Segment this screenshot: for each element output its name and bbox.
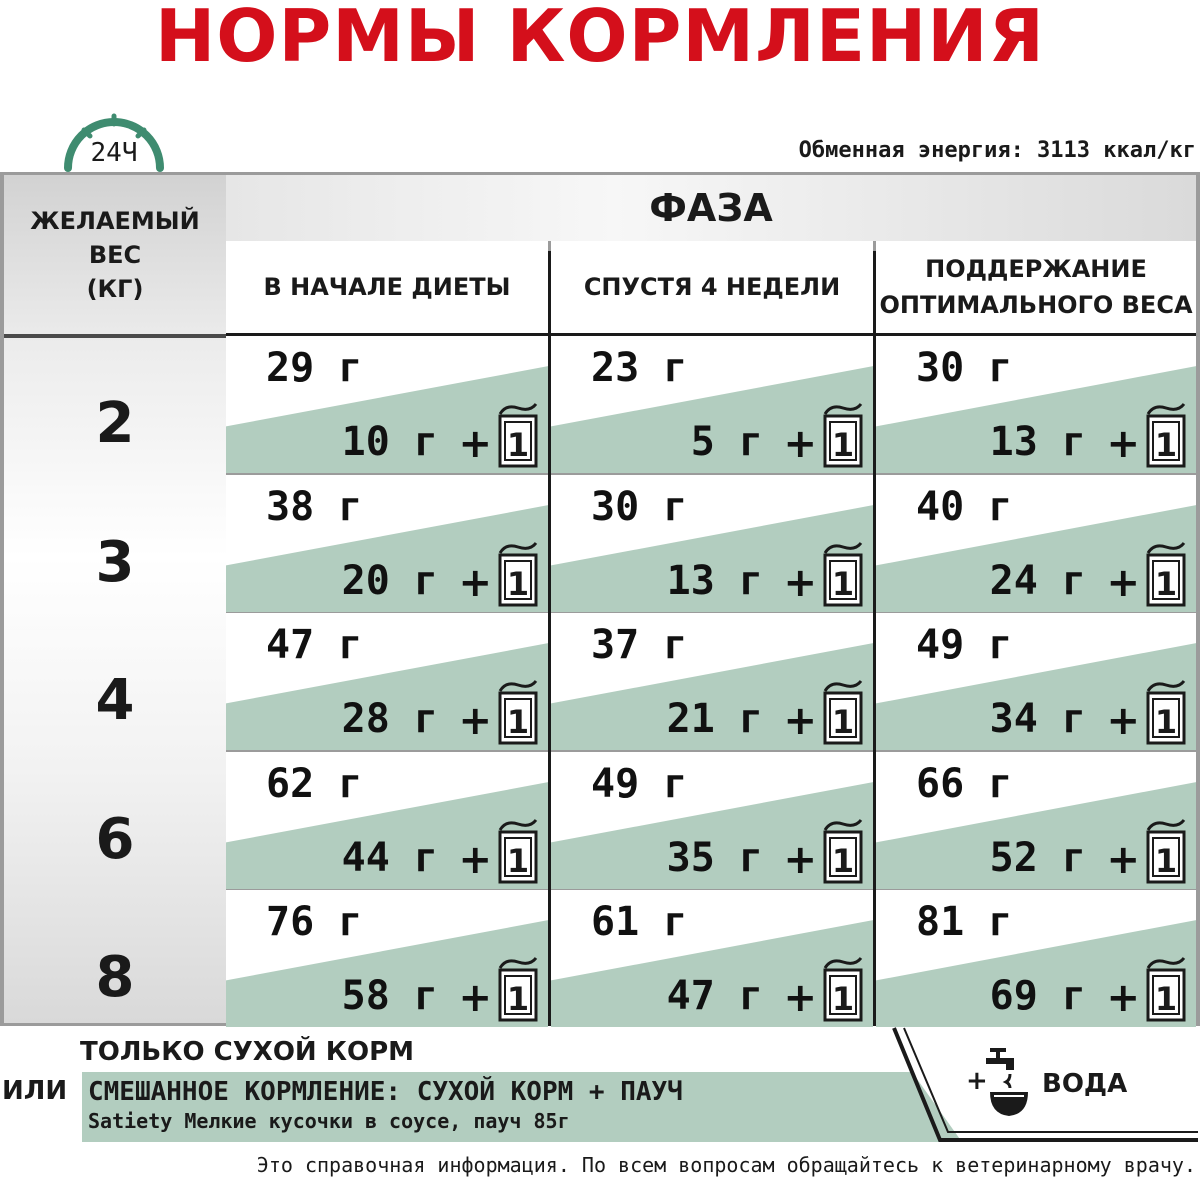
phase-header: ФАЗА xyxy=(649,186,773,230)
mixed-amount: 5 г xyxy=(690,419,763,465)
svg-text:1: 1 xyxy=(506,842,530,880)
table-cell xyxy=(876,475,1196,612)
energy-value: Обменная энергия: 3113 ккал/кг xyxy=(798,138,1196,163)
pouch-icon xyxy=(496,956,540,1022)
dry-amount: 40 г xyxy=(916,484,1013,530)
dry-amount: 66 г xyxy=(916,761,1013,807)
svg-text:1: 1 xyxy=(506,426,530,464)
plus-sign: + xyxy=(1106,560,1140,606)
pouch-icon xyxy=(821,956,865,1022)
pouch-icon xyxy=(1144,956,1188,1022)
svg-text:1: 1 xyxy=(506,703,530,741)
svg-text:1: 1 xyxy=(1154,980,1178,1018)
table-cell xyxy=(551,336,873,473)
table-cell xyxy=(226,752,548,889)
pouch-icon xyxy=(496,679,540,745)
mixed-amount: 34 г xyxy=(989,696,1086,742)
svg-text:1: 1 xyxy=(1154,426,1178,464)
plus-sign: + xyxy=(458,837,492,883)
mixed-amount: 28 г xyxy=(341,696,438,742)
table-cell xyxy=(226,890,548,1027)
weight-header: ЖЕЛАЕМЫЙ ВЕС (КГ) xyxy=(30,207,200,303)
weight-value: 8 xyxy=(95,945,135,1010)
plus-sign: + xyxy=(458,560,492,606)
mixed-amount: 20 г xyxy=(341,558,438,604)
svg-text:1: 1 xyxy=(831,842,855,880)
dry-amount: 23 г xyxy=(591,345,688,391)
dry-amount: 76 г xyxy=(266,899,363,945)
table-cell xyxy=(876,613,1196,750)
plus-sign: + xyxy=(783,975,817,1021)
pouch-icon xyxy=(821,402,865,468)
mixed-amount: 21 г xyxy=(666,696,763,742)
dry-amount: 30 г xyxy=(916,345,1013,391)
clock-label: 24Ч xyxy=(90,138,138,168)
weight-header-divider xyxy=(4,334,226,338)
weight-value: 4 xyxy=(95,668,135,733)
plus-sign: + xyxy=(783,560,817,606)
svg-text:1: 1 xyxy=(1154,565,1178,603)
svg-text:1: 1 xyxy=(831,426,855,464)
mixed-amount: 47 г xyxy=(666,973,763,1019)
weight-value: 2 xyxy=(95,391,135,456)
plus-sign: + xyxy=(1106,975,1140,1021)
pouch-icon xyxy=(496,818,540,884)
svg-text:1: 1 xyxy=(831,703,855,741)
weight-value: 6 xyxy=(95,807,135,872)
water-plus: + xyxy=(966,1066,988,1096)
dry-amount: 49 г xyxy=(591,761,688,807)
weight-value: 3 xyxy=(95,530,135,595)
mixed-amount: 69 г xyxy=(989,973,1086,1019)
plus-sign: + xyxy=(783,421,817,467)
mixed-amount: 44 г xyxy=(341,835,438,881)
column-divider xyxy=(548,251,551,1026)
table-cell xyxy=(876,336,1196,473)
page-title: НОРМЫ КОРМЛЕНИЯ xyxy=(155,0,1045,78)
svg-text:1: 1 xyxy=(506,980,530,1018)
svg-text:1: 1 xyxy=(1154,703,1178,741)
pouch-icon xyxy=(821,818,865,884)
column-divider xyxy=(873,251,876,1026)
table-cell xyxy=(226,336,548,473)
mixed-amount: 13 г xyxy=(989,419,1086,465)
dry-amount: 81 г xyxy=(916,899,1013,945)
mixed-amount: 58 г xyxy=(341,973,438,1019)
plus-sign: + xyxy=(783,837,817,883)
phase-after-4-weeks: СПУСТЯ 4 НЕДЕЛИ xyxy=(551,241,873,333)
plus-sign: + xyxy=(1106,698,1140,744)
pouch-icon xyxy=(496,541,540,607)
table-cell xyxy=(551,613,873,750)
pouch-icon xyxy=(1144,402,1188,468)
svg-text:1: 1 xyxy=(506,565,530,603)
plus-sign: + xyxy=(1106,837,1140,883)
mixed-amount: 24 г xyxy=(989,558,1086,604)
dry-amount: 30 г xyxy=(591,484,688,530)
table-cell xyxy=(226,475,548,612)
plus-sign: + xyxy=(783,698,817,744)
pouch-icon xyxy=(821,541,865,607)
pouch-icon xyxy=(1144,818,1188,884)
pouch-icon xyxy=(1144,541,1188,607)
water-label: ВОДА xyxy=(1042,1069,1128,1099)
plus-sign: + xyxy=(458,698,492,744)
dry-amount: 61 г xyxy=(591,899,688,945)
legend-dry-only: ТОЛЬКО СУХОЙ КОРМ xyxy=(80,1037,415,1067)
pouch-icon xyxy=(496,402,540,468)
plus-sign: + xyxy=(1106,421,1140,467)
table-cell xyxy=(876,752,1196,889)
mixed-amount: 10 г xyxy=(341,419,438,465)
footnote: Это справочная информация. По всем вопросам обращайтесь к ветеринарному врачу. xyxy=(256,1153,1196,1177)
legend-pouch-name: Satiety Мелкие кусочки в соусе, пауч 85г xyxy=(88,1109,570,1133)
legend-or: ИЛИ xyxy=(2,1076,68,1106)
svg-text:1: 1 xyxy=(831,565,855,603)
dry-amount: 38 г xyxy=(266,484,363,530)
dry-amount: 62 г xyxy=(266,761,363,807)
phase-start-diet: В НАЧАЛЕ ДИЕТЫ xyxy=(226,241,548,333)
water-tap-icon xyxy=(984,1044,1030,1118)
table-cell xyxy=(226,613,548,750)
dry-amount: 29 г xyxy=(266,345,363,391)
mixed-amount: 13 г xyxy=(666,558,763,604)
svg-text:1: 1 xyxy=(1154,842,1178,880)
mixed-amount: 35 г xyxy=(666,835,763,881)
pouch-icon xyxy=(1144,679,1188,745)
pouch-icon xyxy=(821,679,865,745)
legend-mixed: СМЕШАННОЕ КОРМЛЕНИЕ: СУХОЙ КОРМ + ПАУЧ xyxy=(88,1077,683,1107)
plus-sign: + xyxy=(458,421,492,467)
plus-sign: + xyxy=(458,975,492,1021)
svg-text:1: 1 xyxy=(831,980,855,1018)
table-cell xyxy=(551,752,873,889)
dry-amount: 37 г xyxy=(591,622,688,668)
header-divider xyxy=(226,333,1196,336)
phase-maintenance: ПОДДЕРЖАНИЕ ОПТИМАЛЬНОГО ВЕСА xyxy=(876,241,1196,333)
dry-amount: 47 г xyxy=(266,622,363,668)
table-cell xyxy=(551,890,873,1027)
table-cell xyxy=(876,890,1196,1027)
dry-amount: 49 г xyxy=(916,622,1013,668)
mixed-amount: 52 г xyxy=(989,835,1086,881)
table-cell xyxy=(551,475,873,612)
